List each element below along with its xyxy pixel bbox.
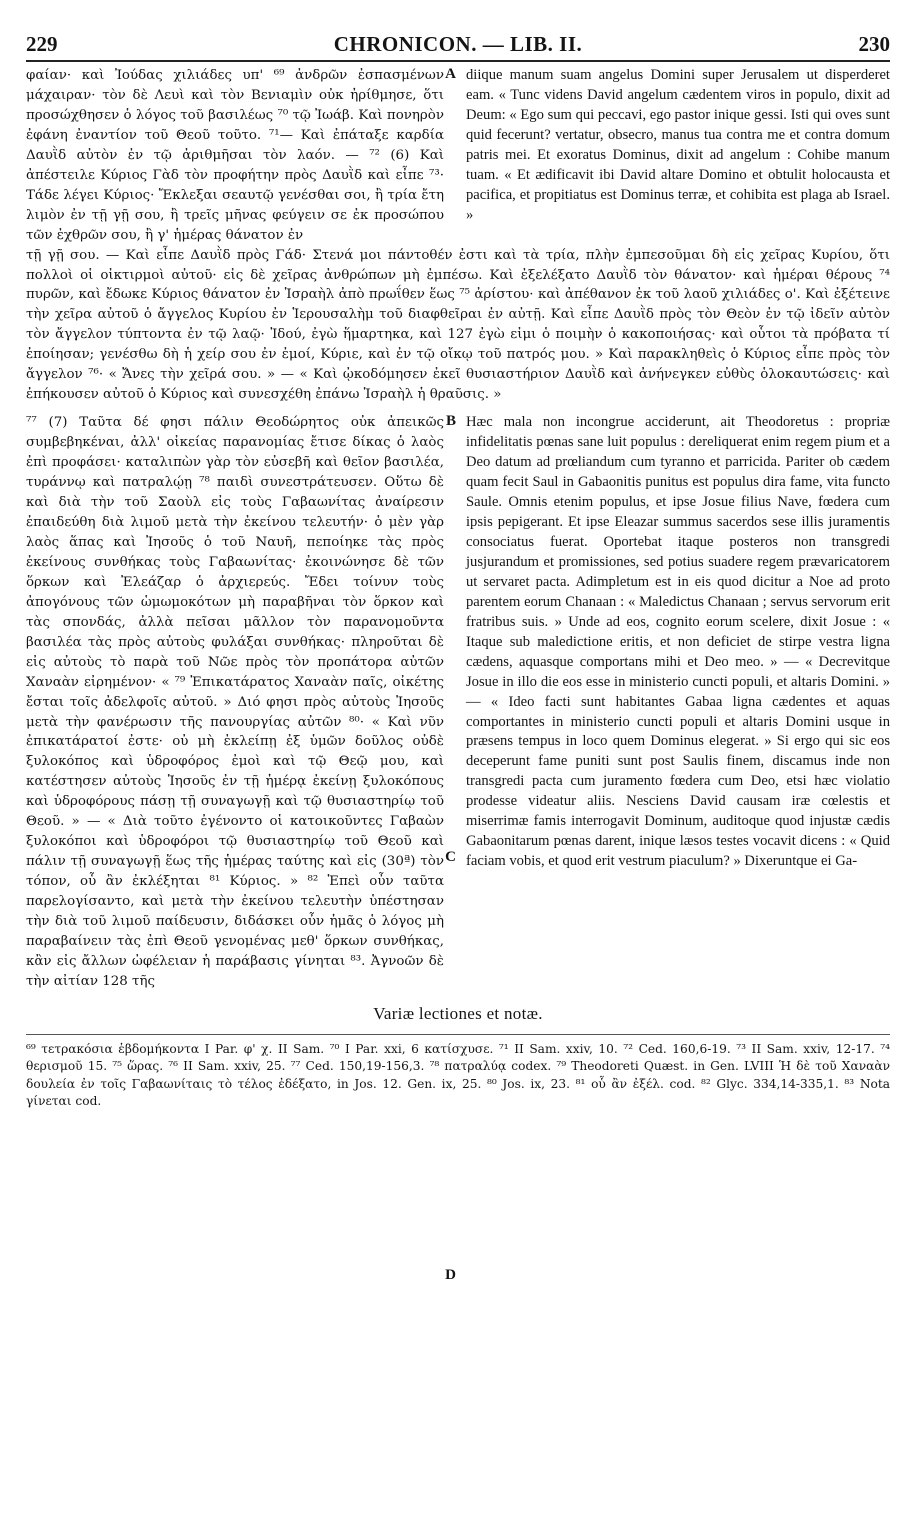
notes-title: Variæ lectiones et notæ. [373, 1003, 543, 1023]
greek-full-text: τῇ γῇ σου. — Καὶ εἶπε Δαυῒδ πρὸς Γάδ· Στενά μοι πάντοθέν ἐστι καὶ τὰ τρία, πλὴν ἐμπεσοῦμαι δὴ εἰς χεῖρας Κυρίου, ὅτι πολλοὶ οἱ οἰκτιρμοὶ αὐτοῦ· εἰς δὲ χεῖρας ἀνθρώπων μὴ ἐμπέσω. Καὶ ἐξελέξατο Δαυῒδ τὸν θάνατον· καὶ ἡμέραι θέρους ⁷⁴ πυρῶν, καὶ ἔδωκε Κύριος θάνατον ἐν Ἰσραὴλ ἀπὸ πρωΐθεν ἕως ⁷⁵ ἀρίστου· καὶ ἀπέθανον ἐκ τοῦ λαοῦ χιλιάδες ο'. Καὶ ἐξέτεινε τὴν χεῖρα αὐτοῦ ὁ ἄγγελος Κυρίου ἐν Ἱερουσαλὴμ τοῦ διαφθεῖραι ἐν αὐτῇ. Καὶ εἶπε Δαυῒδ πρὸς τὸν Θεὸν ἐν τῷ ἰδεῖν αὐτὸν τὸν ἄγγελον τύπτοντα ἐν τῷ λαῷ· Ἰδού, ἐγὼ ἥμαρτηκα, καὶ 127 ἐγὼ εἰμι ὁ ποιμὴν ὁ κακοποιήσας· καὶ οὗτοι τὰ πρόβατα τί ἐποίησαν; γενέσθω δὴ ἡ χείρ σου ἐν ἐμοί, Κύριε, καὶ ἐν τῷ οἴκῳ τοῦ πατρός μου. » Καὶ παρακληθεὶς ὁ Κύριος εἶπε πρὸς τὸν ἄγγελον ⁷⁶· « Ἄνες τὴν χεῖρά σου. » — « Καὶ ᾠκοδόμησεν ἐκεῖ θυσιαστήριον Δαυῒδ καὶ ἀνήνεγκεν εὐθὺς ὁλοκαυτώσεις· καὶ ἐπήκουσεν αὐτοῦ ὁ Κύριος καὶ συνεσχέθη ἐπάνω Ἰσραὴλ ἡ θραῦσις. » [26, 247, 890, 403]
greek-column-2 [26, 413, 456, 1284]
greek-text: φαίαν· καὶ Ἰούδας χιλιάδες υπ' ⁶⁹ ἀνδρῶν ἐσπασμένων μάχαιραν· τὸν δὲ Λευὶ καὶ τὸν Βενιαμὶν οὐκ ἠρίθμησε, ὅτι προσώχθησεν ὁ λόγος τοῦ βασιλέως ⁷⁰ τῷ Ἰωάβ. Καὶ πονηρὸν ἐφάνη ἐναντίον τοῦ Θεοῦ τοῦτο. ⁷¹— Καὶ ἐπάταξε καρδία Δαυῒδ αὐτὸν ἐν τῷ ἀριθμῆσαι τὸν λαόν. — ⁷² (6) Καὶ ἀπέστειλε Κύριος Γὰδ τὸν προφήτην πρὸς Δαυῒδ καὶ εἶπε ⁷³· Τάδε λέγει Κύριος· Ἔκλεξαι σεαυτῷ γενέσθαι σοι, ἢ τρία ἔτη λιμὸν ἐν τῇ γῇ σου, ἢ τρεῖς μῆνας φεύγειν σε ἐκ προσώπου τῶν ἐχθρῶν σου, ἢ γ' ἡμέρας θάνατον ἐν [26, 68, 444, 243]
page [26, 30, 890, 1284]
notes-section [26, 1034, 890, 1111]
parallel-block-1 [26, 66, 890, 246]
margin-marker-b: B [445, 413, 456, 430]
latin-text-2: Hæc mala non incongrue acciderunt, ait Theodoretus : propriæ infidelitatis pœnas sane luit populus : dereliquerat enim regem pium et a Deo datum ad prœliandum cum tyranno et parricida. Pariter ob cædem quam fecit Saul in Gabaonitis punitus est populus dira fame, vita functo Saule. Omnis etenim populus, et ipse Josue filius Nave, fœdera cum ipsis pepigerant. Et ipse Eleazar summus sacerdos sese illis juramentis consociatus fuerat. Oportebat itaque posteros non transgredi jusjurandum et promissiones, sed potius suadere regem prævaricatorem ut servaret pacta. Adimpletum est in eis quod dicitur a Noe ad proto parentem eorum Chanaan : « Maledictus Chanaan ; servus servorum erit fratribus suis. » Unde ad eos, cognito eorum scelere, dixit Josue : « Itaque sub maledictione eritis, et non deficiet de stirpe vestra ligna cædens, aquasque comportans mihi et Deo meo. » — « Decrevitque Josue in illo die eos esse in ministerio cuncti populi, et altaris Domini. » — « Ideo facti sunt habitantes Gabaa ligna cædentes et aquas comportantes in ministerio cuncti populi et altaris Domini usque in præsens tempus in loco quem Dominus elegerat. » Si ergo qui sic eos deceperunt fame puniti sunt post Saulis finem, discamus inde non transgredi pacta cum juramento fœdera cum Deo, etsi hæc violatio prodesse videatur aliis. Nesciens David causam iræ cœlestis et miserrimæ famis interrogavit Dominum, auditoque quod injustæ cædis Gabaonitarum pœnas darent, inique læsos testes vocavit dicens : « Quid faciam vobis, et quod erit vestrum piaculum? » Dixeruntque ei Ga- [466, 414, 890, 870]
page-number-left: 229 [26, 32, 58, 56]
latin-column [456, 66, 890, 246]
full-width-paragraph [26, 246, 890, 406]
running-head [26, 30, 890, 62]
greek-column [26, 66, 456, 246]
margin-marker-d: D [445, 1267, 456, 1284]
running-title: CHRONICON. — LIB. II. [333, 32, 583, 56]
greek-text-2: ⁷⁷ (7) Ταῦτα δέ φησι πάλιν Θεοδώρητος οὐκ ἀπεικῶς συμβεβηκέναι, ἀλλ' οἰκείας παρανομίας ἔτισε δίκας ὁ λαὸς ἐπὶ προφάσει· καταλιπὼν γὰρ τὸν εὐσεβῆ καὶ θεῖον βασιλέα, τυράννῳ καὶ πατραλῴῃ ⁷⁸ παιδὶ συνεστράτευσεν. Οὕτω δὲ καὶ διὰ τὴν τοῦ Σαοὺλ εἰς τοὺς Γαβαωνίτας ἀναίρεσιν ἐπαιδεύθη διὰ λιμοῦ μετὰ τὴν ἐκείνου τελευτήν· ὁ μὲν γὰρ λαὸς ἅπας καὶ Ἰησοῦς ὁ τοῦ Ναυῆ, πεποίηκε τὰς πρὸς ἐκείνους συνθήκας τοὺς Γαβαωνίτας· ἐκοινώνησε δὲ τῶν ὅρκων καὶ Ἐλεάζαρ ὁ ἀρχιερεύς. Ἔδει τοίνυν τοὺς ἀπογόνους τῶν ὡμωμοκότων μὴ παραβῆναι τὸν ὅρκον καὶ τὰς σπονδάς, ἀλλὰ πεῖσαι μᾶλλον τὸν παρανομοῦντα βασιλέα τὰς πρὸς αὐτοὺς φυλάξαι συνθήκας· πληροῦται δὲ εἰς αὐτοὺς τὸ παρὰ τοῦ Νῶε πρὸς τὸν προπάτορα αὐτῶν Χαναὰν εἰρημένον· « ⁷⁹ Ἐπικατάρατος Χαναὰν παῖς, οἰκέτης ἔσται τοῖς ἀδελφοῖς αὐτοῦ. » Διό φησι πρὸς αὐτοὺς Ἰησοῦς μετὰ τὴν φανέρωσιν τῆς πανουργίας αὐτῶν ⁸⁰· « Καὶ νῦν ἐπικατάρατοί ἐστε· οὐ μὴ ἐκλείπῃ ἐξ ὑμῶν δοῦλος οὐδὲ ξυλοκόπος καὶ ὑδροφόρος ἐμοὶ καὶ τῷ Θεῷ μου, καὶ κατέστησεν αὐτοὺς Ἰησοῦς ἐν τῇ ἡμέρᾳ ἐκείνῃ ξυλοκόπους καὶ ὑδροφόρους πάσῃ τῇ συναγωγῇ καὶ τῷ θυσιαστηρίῳ τοῦ Θεοῦ. » — « Διὰ τοῦτο ἐγένοντο οἱ κατοικοῦντες Γαβαὼν ξυλοκόποι καὶ ὑδροφόροι τῷ θυσιαστηρίῳ τοῦ Θεοῦ καὶ πάλιν τῇ συναγωγῇ ἕως τῆς ἡμέρας ταύτης καὶ εἰς (30ª) τὸν τόπον, οὗ ἂν ἐκλέξηται ⁸¹ Κύριος. » ⁸² Ἐπεὶ οὖν ταῦτα παρελογίσαντο, καὶ μετὰ τὴν ἐκείνου τελευτὴν ὑπέστησαν τὴν διὰ τοῦ λιμοῦ παίδευσιν, διδάσκει οὖν ἡμᾶς ὁ λόγος μὴ παραβαίνειν τὰς ἐπὶ Θεοῦ γενομένας μεθ' ὅρκων συνθήκας, κἂν εἰς ἄλλων ὠφέλειαν ἡ παράβασις γίνηται ⁸³. Ἀγνοῶν δὲ τὴν αἰτίαν 128 τῆς [26, 415, 444, 989]
margin-marker-c: C [445, 849, 456, 866]
latin-text: diique manum suam angelus Domini super Jerusalem ut disperderet eam. « Tunc videns David angelum cædentem viros in populo, dixit ad Deum: « Ego sum qui peccavi, ego pastor inique gessi. Isti qui oves sunt quid fecerunt? vertatur, obsecro, manus tua contra me et contra domum patris mei. Et exoratus Dominus, dixit ad angelum : Cohibe manum tuam. « Et ædificavit ibi David altare Domino et obtulit holocausta et pacifica, et propitiatus est Dominus terræ, et cohibita est plaga ab Israel. » [466, 67, 890, 223]
notes-text: ⁶⁹ τετρακόσια ἑβδομήκοντα I Par. φ' χ. II Sam. ⁷⁰ I Par. xxi, 6 κατίσχυσε. ⁷¹ II Sam. xxiv, 10. ⁷² Ced. 160,6-19. ⁷³ II Sam. xxiv, 12-17. ⁷⁴ θερισμοῦ 15. ⁷⁵ ὥρας. ⁷⁶ II Sam. xxiv, 25. ⁷⁷ Ced. 150,19-156,3. ⁷⁸ πατραλύᾳ codex. ⁷⁹ Theodoreti Quæst. in Gen. LVIII Ἡ δὲ τοῦ Χαναὰν δουλεία ἐν τοῖς Γαβαωνίταις τὸ τέλος ἐδέξατο, in Jos. 12. Gen. ix, 25. ⁸⁰ Jos. ix, 23. ⁸¹ οὗ ἂν ἐξέλ. cod. ⁸² Glyc. 334,14-335,1. ⁸³ Nota γίνεται cod. [26, 1041, 890, 1109]
latin-column-2 [456, 413, 890, 992]
margin-marker-a: A [445, 66, 456, 82]
page-number-right: 230 [858, 32, 890, 56]
